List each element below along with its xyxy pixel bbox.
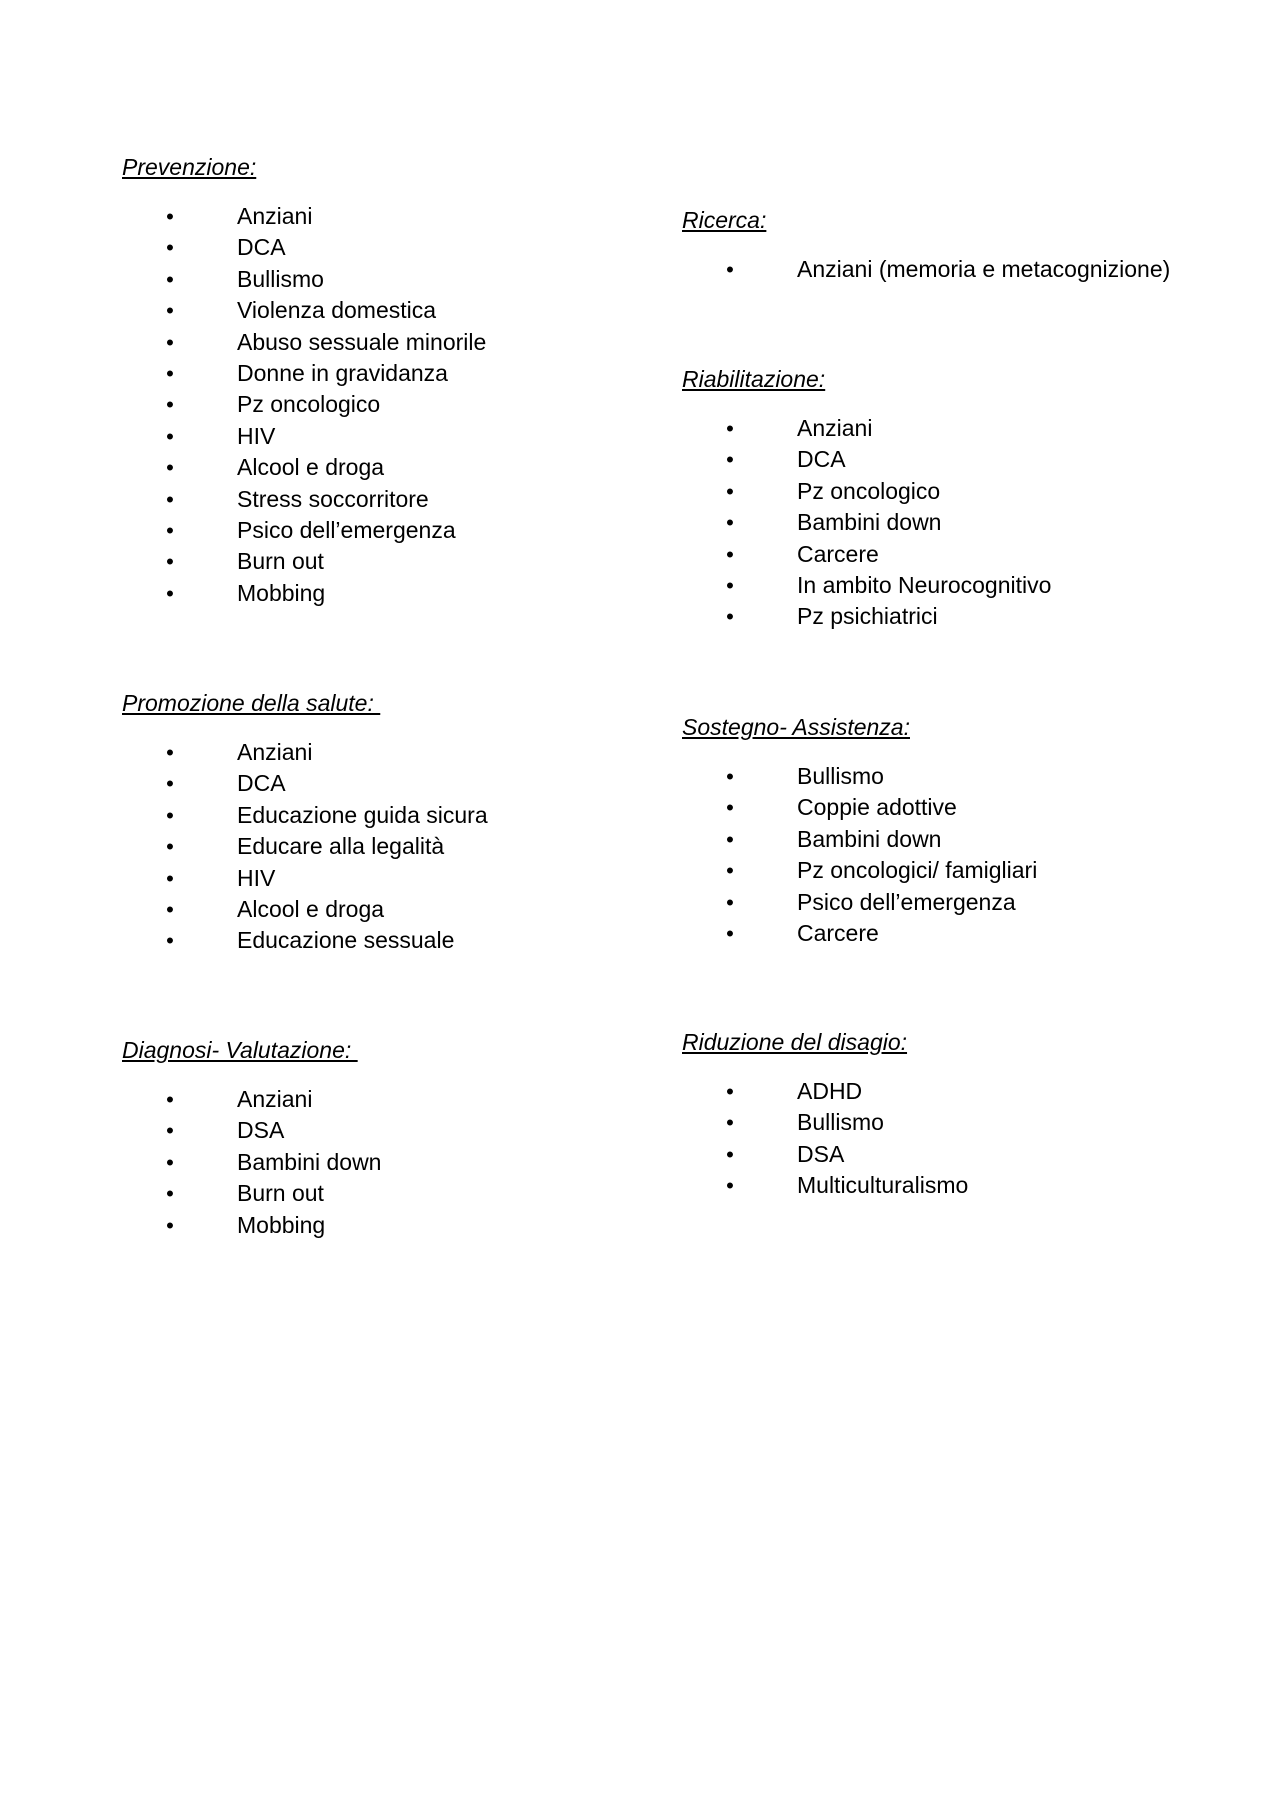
bullet-icon: •: [166, 771, 174, 797]
list-item-label: Pz oncologico: [237, 391, 381, 418]
list-item-label: DCA: [797, 446, 846, 473]
bullet-icon: •: [166, 392, 174, 418]
list-item-label: Pz psichiatrici: [797, 603, 938, 630]
bullet-icon: •: [166, 549, 174, 575]
section-sostegno-assistenza: [682, 713, 1038, 946]
list-item-label: Educazione sessuale: [237, 927, 455, 954]
list-item-label: DSA: [797, 1140, 845, 1167]
section-heading: Ricerca:: [682, 207, 767, 233]
list-item-label: Mobbing: [237, 579, 326, 606]
bullet-icon: •: [726, 1110, 734, 1136]
list-item-label: Educazione guida sicura: [237, 801, 488, 828]
section-heading: Riabilitazione:: [682, 366, 826, 392]
list-item-label: Alcool e droga: [237, 454, 385, 481]
bullet-icon: •: [166, 1118, 174, 1144]
bullet-icon: •: [726, 795, 734, 821]
list-item-label: Mobbing: [237, 1211, 326, 1238]
bullet-icon: •: [726, 541, 734, 567]
section-promozione-della-salute: [122, 689, 488, 954]
bullet-icon: •: [726, 764, 734, 789]
list-item-label: DCA: [237, 234, 286, 261]
list-item-label: Bullismo: [797, 763, 884, 789]
list-item-label: Bullismo: [797, 1109, 884, 1136]
bullet-icon: •: [166, 1212, 174, 1238]
bullet-icon: •: [166, 266, 174, 292]
list-item-label: Carcere: [797, 919, 879, 946]
bullet-icon: •: [166, 204, 174, 229]
list-item-label: Educare alla legalità: [237, 833, 445, 860]
list-item-label: Bullismo: [237, 265, 324, 292]
list-item-label: ADHD: [797, 1078, 863, 1104]
list-item-label: Carcere: [797, 540, 879, 567]
section-heading: Sostegno- Assistenza:: [682, 714, 910, 740]
bullet-icon: •: [166, 1181, 174, 1207]
bullet-icon: •: [166, 740, 174, 765]
bullet-icon: •: [726, 1173, 734, 1199]
list-item-label: Anziani: [237, 739, 313, 765]
bullet-icon: •: [166, 455, 174, 481]
list-item-label: DSA: [237, 1117, 285, 1144]
bullet-icon: •: [166, 298, 174, 324]
list-item-label: Burn out: [237, 548, 324, 575]
list-item-label: Psico dell’emergenza: [797, 888, 1016, 915]
list-item-label: Bambini down: [797, 825, 942, 852]
bullet-icon: •: [166, 580, 174, 606]
bullet-icon: •: [726, 889, 734, 915]
bullet-icon: •: [166, 329, 174, 355]
list-item-label: Bambini down: [797, 509, 942, 536]
list-item-label: Donne in gravidanza: [237, 359, 448, 386]
bullet-icon: •: [726, 257, 734, 282]
bullet-icon: •: [726, 920, 734, 946]
bullet-icon: •: [166, 865, 174, 891]
bullet-icon: •: [166, 517, 174, 543]
bullet-icon: •: [726, 478, 734, 504]
list-item-label: In ambito Neurocognitivo: [797, 571, 1052, 598]
bullet-icon: •: [726, 447, 734, 473]
list-item-label: Anziani (memoria e metacognizione): [797, 256, 1171, 282]
list-item-label: Anziani: [797, 415, 873, 441]
bullet-icon: •: [726, 416, 734, 441]
bullet-icon: •: [726, 826, 734, 852]
bullet-icon: •: [726, 1141, 734, 1167]
list-item-label: Bambini down: [237, 1148, 382, 1175]
section-riabilitazione: [682, 365, 1052, 630]
bullet-icon: •: [166, 486, 174, 512]
list-item-label: Coppie adottive: [797, 794, 957, 821]
bullet-icon: •: [726, 1079, 734, 1104]
bullet-icon: •: [166, 834, 174, 860]
list-item-label: Pz oncologico: [797, 477, 941, 504]
list-item-label: Pz oncologici/ famigliari: [797, 857, 1038, 884]
bullet-icon: •: [726, 510, 734, 536]
bullet-icon: •: [166, 802, 174, 828]
bullet-icon: •: [166, 235, 174, 261]
bullet-icon: •: [166, 1087, 174, 1112]
bullet-icon: •: [726, 858, 734, 884]
list-item-label: HIV: [237, 864, 276, 891]
list-item-label: DCA: [237, 770, 286, 797]
list-item-label: Psico dell’emergenza: [237, 516, 456, 543]
bullet-icon: •: [726, 604, 734, 630]
section-heading: Riduzione del disagio:: [682, 1029, 908, 1055]
bullet-icon: •: [166, 423, 174, 449]
list-item-label: Anziani: [237, 203, 313, 229]
bullet-icon: •: [166, 896, 174, 922]
section-prevenzione: [122, 153, 487, 606]
section-riduzione-del-disagio: [682, 1028, 969, 1199]
list-item-label: Alcool e droga: [237, 895, 385, 922]
bullet-icon: •: [166, 1149, 174, 1175]
list-item-label: Burn out: [237, 1180, 324, 1207]
list-item-label: HIV: [237, 422, 276, 449]
list-item-label: Anziani: [237, 1086, 313, 1112]
list-item-label: Abuso sessuale minorile: [237, 328, 487, 355]
bullet-icon: •: [726, 572, 734, 598]
list-item-label: Violenza domestica: [237, 297, 437, 324]
bullet-icon: •: [166, 928, 174, 954]
list-item-label: Multiculturalismo: [797, 1172, 969, 1199]
section-ricerca: [682, 206, 1171, 282]
section-heading: Diagnosi- Valutazione:: [122, 1037, 358, 1063]
bullet-icon: •: [166, 360, 174, 386]
section-diagnosi-valutazione: [122, 1036, 382, 1238]
section-heading: Prevenzione:: [122, 154, 257, 180]
section-heading: Promozione della salute:: [122, 690, 381, 716]
list-item-label: Stress soccorritore: [237, 485, 429, 512]
